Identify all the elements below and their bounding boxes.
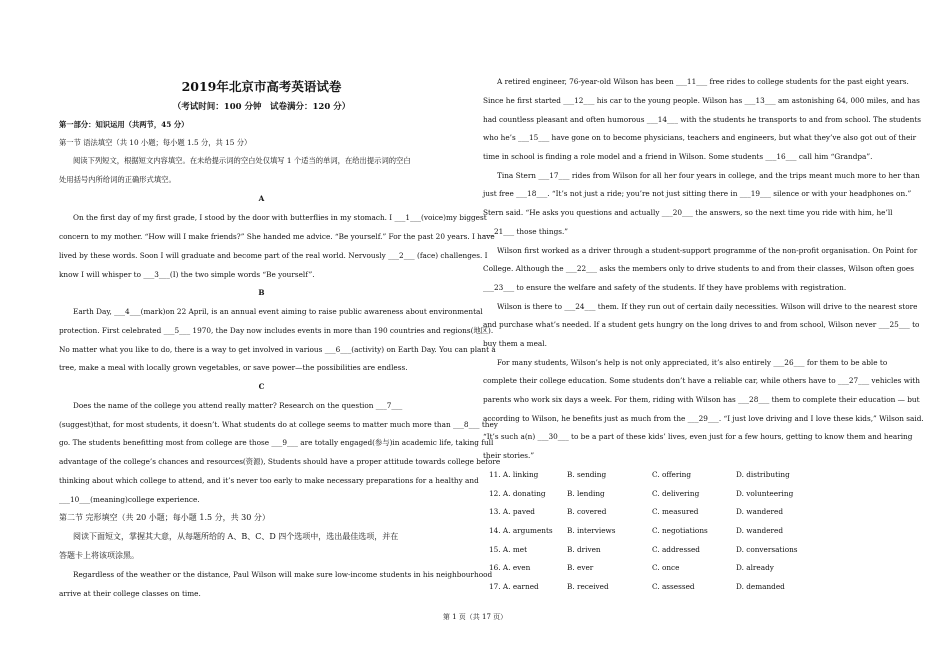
page-footer: 第 1 页（共 17 页） bbox=[442, 613, 508, 621]
option-d: D. wandered bbox=[736, 526, 783, 535]
passage-line: Stern said. “He asks you questions and actually ___20___ the answers, so the next time you ride with him, he’ll bbox=[483, 208, 893, 217]
passage-line: thinking about which college to attend, and it’s never too early to make necessary preparations for a healthy and bbox=[59, 476, 479, 485]
option-d: D. distributing bbox=[736, 470, 790, 479]
passage-line: (suggest)that, for most students, it doesn’t. What students do at college seems to matter much more than ___8___ they bbox=[59, 420, 498, 429]
option-b: B. lending bbox=[567, 489, 605, 498]
exam-info: （考试时间：100 分钟 试卷满分：120 分） bbox=[172, 102, 351, 112]
option-a: 14. A. arguments bbox=[489, 526, 553, 535]
option-b: B. ever bbox=[567, 563, 594, 572]
instruction-text: 答题卡上将该项涂黑。 bbox=[59, 551, 139, 560]
passage-line: tree, make a meal with locally grown vegetables, or save power—the possibilities are endless. bbox=[59, 363, 408, 372]
option-d: D. wandered bbox=[736, 507, 783, 516]
option-c: C. measured bbox=[652, 507, 699, 516]
option-a: 12. A. donating bbox=[489, 489, 546, 498]
passage-line: Does the name of the college you attend really matter? Research on the question ___7___ bbox=[73, 401, 403, 410]
passage-line: know I will whisper to ___3___(I) the two simple words “Be yourself”. bbox=[59, 270, 315, 279]
passage-line: On the first day of my first grade, I stood by the door with butterflies in my stomach. I ___1___(voice)my biggest bbox=[73, 213, 487, 222]
passage-line: just free ___18___. “It’s not just a ride; you’re not just sitting there in ___19___ silence or with your headphones on.” bbox=[483, 189, 912, 198]
passage-line: buy them a meal. bbox=[483, 339, 547, 348]
option-a: 17. A. earned bbox=[489, 582, 539, 591]
passage-line: and purchase what’s needed. If a student gets hungry on the long drives to and from school, Wilson never ___25___ to bbox=[483, 320, 920, 329]
passage-line: Regardless of the weather or the distance, Paul Wilson will make sure low-income students in his neighbourhood bbox=[73, 570, 493, 579]
subsection-heading: 第二节 完形填空（共 20 小题；每小题 1.5 分，共 30 分） bbox=[59, 513, 270, 522]
passage-line: complete their college education. Some students don’t have a reliable car, while others have to ___27___ vehicles with bbox=[483, 376, 920, 385]
option-d: D. demanded bbox=[736, 582, 785, 591]
option-a: 11. A. linking bbox=[489, 470, 539, 479]
passage-label: B bbox=[258, 288, 265, 297]
passage-line: protection. First celebrated ___5___ 1970, the Day now includes events in more than 190 countries and regions(地区). bbox=[59, 326, 494, 335]
passage-line: go. The students benefitting most from college are those ___9___ are totally engaged(参与)in academic life, taking full bbox=[59, 438, 494, 447]
passage-line: their stories.” bbox=[483, 451, 535, 460]
passage-line: Since he first started ___12___ his car to the young people. Wilson has ___13___ am astonishing 64, 000 miles, and has bbox=[483, 96, 920, 105]
passage-line: A retired engineer, 76-year-old Wilson has been ___11___ free rides to college students for the past eight years. bbox=[497, 77, 909, 86]
passage-line: Tina Stern ___17___ rides from Wilson for all her four years in college, and the trips meant much more to her than bbox=[497, 171, 920, 180]
option-b: B. interviews bbox=[567, 526, 616, 535]
passage-line: Earth Day, ___4___(mark)on 22 April, is an annual event aiming to raise public awareness about environmental bbox=[73, 307, 483, 316]
option-d: D. volunteering bbox=[736, 489, 794, 498]
option-d: D. already bbox=[736, 563, 774, 572]
option-a: 13. A. paved bbox=[489, 507, 535, 516]
passage-line: according to Wilson, he benefits just as much from the ___29___. “I just love driving and I love these kids,” Wilson said. bbox=[483, 414, 924, 423]
passage-line: parents who work six days a week. For them, riding with Wilson has ___28___ them to complete their education — but bbox=[483, 395, 920, 404]
passage-line: who he’s ___15___ have gone on to become physicians, teachers and engineers, but what they’ve also got out of their bbox=[483, 133, 917, 142]
option-b: B. covered bbox=[567, 507, 607, 516]
passage-line: Wilson first worked as a driver through a student-support programme of the non-profit organisation. On Point for bbox=[497, 246, 918, 255]
option-a: 16. A. even bbox=[489, 563, 531, 572]
instruction-text: 处用括号内所给词的正确形式填空。 bbox=[59, 175, 176, 184]
passage-line: No matter what you like to do, there is a way to get involved in various ___6___(activity) on Earth Day. You can plant a bbox=[59, 345, 496, 354]
passage-line: arrive at their college classes on time. bbox=[59, 589, 201, 598]
passage-line: College. Although the ___22___ asks the members only to drive students to and from their classes, Wilson often goes bbox=[483, 264, 914, 273]
option-c: C. delivering bbox=[652, 489, 700, 498]
option-c: C. addressed bbox=[652, 545, 700, 554]
instruction-text: 阅读下列短文，根据短文内容填空。在未给提示词的空白处仅填写 1 个适当的单词，在给出提示词的空白 bbox=[73, 156, 411, 165]
passage-line: concern to my mother. “How will I make friends?” She handed me advice. “Be yourself.” For the past 20 years. I have bbox=[59, 232, 495, 241]
option-c: C. once bbox=[652, 563, 680, 572]
option-b: B. sending bbox=[567, 470, 607, 479]
option-c: C. negotiations bbox=[652, 526, 708, 535]
subsection-heading: 第一节 语法填空（共 10 小题；每小题 1.5 分，共 15 分） bbox=[59, 138, 252, 147]
option-a: 15. A. met bbox=[489, 545, 528, 554]
option-b: B. driven bbox=[567, 545, 601, 554]
passage-line: advantage of the college’s chances and resources(资源), Students should have a proper attitude towards college before bbox=[59, 457, 501, 466]
passage-line: “It’s such a(n) ___30___ to be a part of these kids’ lives, even just for a few hours, getting to know them and hearing bbox=[483, 432, 913, 441]
instruction-text: 阅读下面短文，掌握其大意，从每题所给的 A、B、C、D 四个选项中，选出最佳选项，并在 bbox=[73, 532, 399, 541]
option-d: D. conversations bbox=[736, 545, 798, 554]
passage-line: time in school is finding a role model and a friend in Wilson. Some students ___16___ call him “Grandpa”. bbox=[483, 152, 873, 161]
passage-line: ___10___(meaning)college experience. bbox=[59, 495, 200, 504]
section-heading: 第一部分：知识运用（共两节，45 分） bbox=[59, 120, 189, 129]
passage-line: lived by these words. Soon I will graduate and become part of the real world. Nervously ___2___ (face) challenges. I bbox=[59, 251, 488, 260]
passage-line: ___23___ to ensure the welfare and safety of the students. If they have problems with registration. bbox=[483, 283, 847, 292]
passage-line: ___21___ those things.” bbox=[483, 227, 569, 236]
passage-line: Wilson is there to ___24___ them. If they run out of certain daily necessities. Wilson will drive to the nearest store bbox=[497, 302, 918, 311]
passage-label: C bbox=[258, 382, 265, 391]
option-b: B. received bbox=[567, 582, 609, 591]
option-c: C. offering bbox=[652, 470, 692, 479]
passage-line: For many students, Wilson’s help is not only appreciated, it’s also entirely ___26___ for them to be able to bbox=[497, 358, 888, 367]
option-c: C. assessed bbox=[652, 582, 695, 591]
passage-label: A bbox=[258, 194, 265, 203]
passage-line: had countless pleasant and often humorous ___14___ with the students he transports to and from school. The students bbox=[483, 115, 921, 124]
page-title: 2019年北京市高考英语试卷 bbox=[181, 79, 342, 94]
